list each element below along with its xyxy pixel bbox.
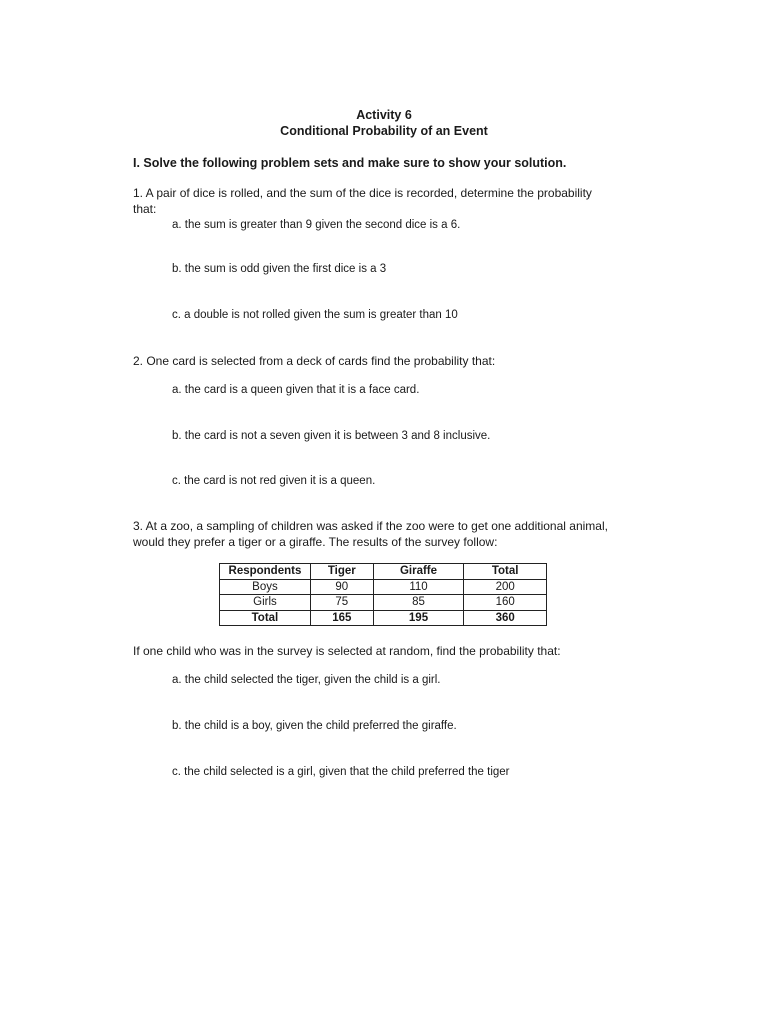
header-tiger: Tiger <box>310 564 373 580</box>
table-row <box>220 595 547 611</box>
activity-title: Activity 6 <box>356 108 412 122</box>
cell-total: 160 <box>464 595 547 611</box>
problem2-stem: 2. One card is selected from a deck of cards find the probability that: <box>133 354 496 368</box>
survey-table <box>219 563 547 626</box>
problem3-part-b: b. the child is a boy, given the child preferred the giraffe. <box>172 720 457 732</box>
cell-total: 360 <box>464 610 547 626</box>
cell-tiger: 75 <box>310 595 373 611</box>
table-row <box>220 579 547 595</box>
problem2-part-c: c. the card is not red given it is a queen. <box>172 475 376 487</box>
problem3-followup: If one child who was in the survey is selected at random, find the probability that: <box>133 644 561 658</box>
problem3-part-c: c. the child selected is a girl, given that the child preferred the tiger <box>172 766 510 778</box>
header-giraffe: Giraffe <box>373 564 464 580</box>
problem1-part-a: a. the sum is greater than 9 given the second dice is a 6. <box>172 219 461 231</box>
cell-giraffe: 85 <box>373 595 464 611</box>
problem2-part-b: b. the card is not a seven given it is between 3 and 8 inclusive. <box>172 430 491 442</box>
problem2-part-a: a. the card is a queen given that it is a face card. <box>172 384 420 396</box>
header-total: Total <box>464 564 547 580</box>
header-respondents: Respondents <box>220 564 311 580</box>
instructions: I. Solve the following problem sets and make sure to show your solution. <box>133 156 567 170</box>
cell-respondent: Girls <box>220 595 311 611</box>
activity-subtitle: Conditional Probability of an Event <box>280 124 488 138</box>
problem1-stem-line2: that: <box>133 202 157 216</box>
problem3-part-a: a. the child selected the tiger, given the child is a girl. <box>172 674 441 686</box>
cell-respondent: Boys <box>220 579 311 595</box>
cell-giraffe: 195 <box>373 610 464 626</box>
problem3-stem-line2: would they prefer a tiger or a giraffe. The results of the survey follow: <box>133 535 498 549</box>
problem1-part-c: c. a double is not rolled given the sum is greater than 10 <box>172 309 458 321</box>
problem1-stem-line1: 1. A pair of dice is rolled, and the sum of the dice is recorded, determine the probability <box>133 186 592 200</box>
cell-tiger: 165 <box>310 610 373 626</box>
cell-total: 200 <box>464 579 547 595</box>
cell-giraffe: 110 <box>373 579 464 595</box>
table-total-row <box>220 610 547 626</box>
problem1-part-b: b. the sum is odd given the first dice is a 3 <box>172 263 387 275</box>
cell-tiger: 90 <box>310 579 373 595</box>
problem3-stem-line1: 3. At a zoo, a sampling of children was asked if the zoo were to get one additional animal, <box>133 519 608 533</box>
cell-respondent: Total <box>220 610 311 626</box>
table-header-row <box>220 564 547 580</box>
